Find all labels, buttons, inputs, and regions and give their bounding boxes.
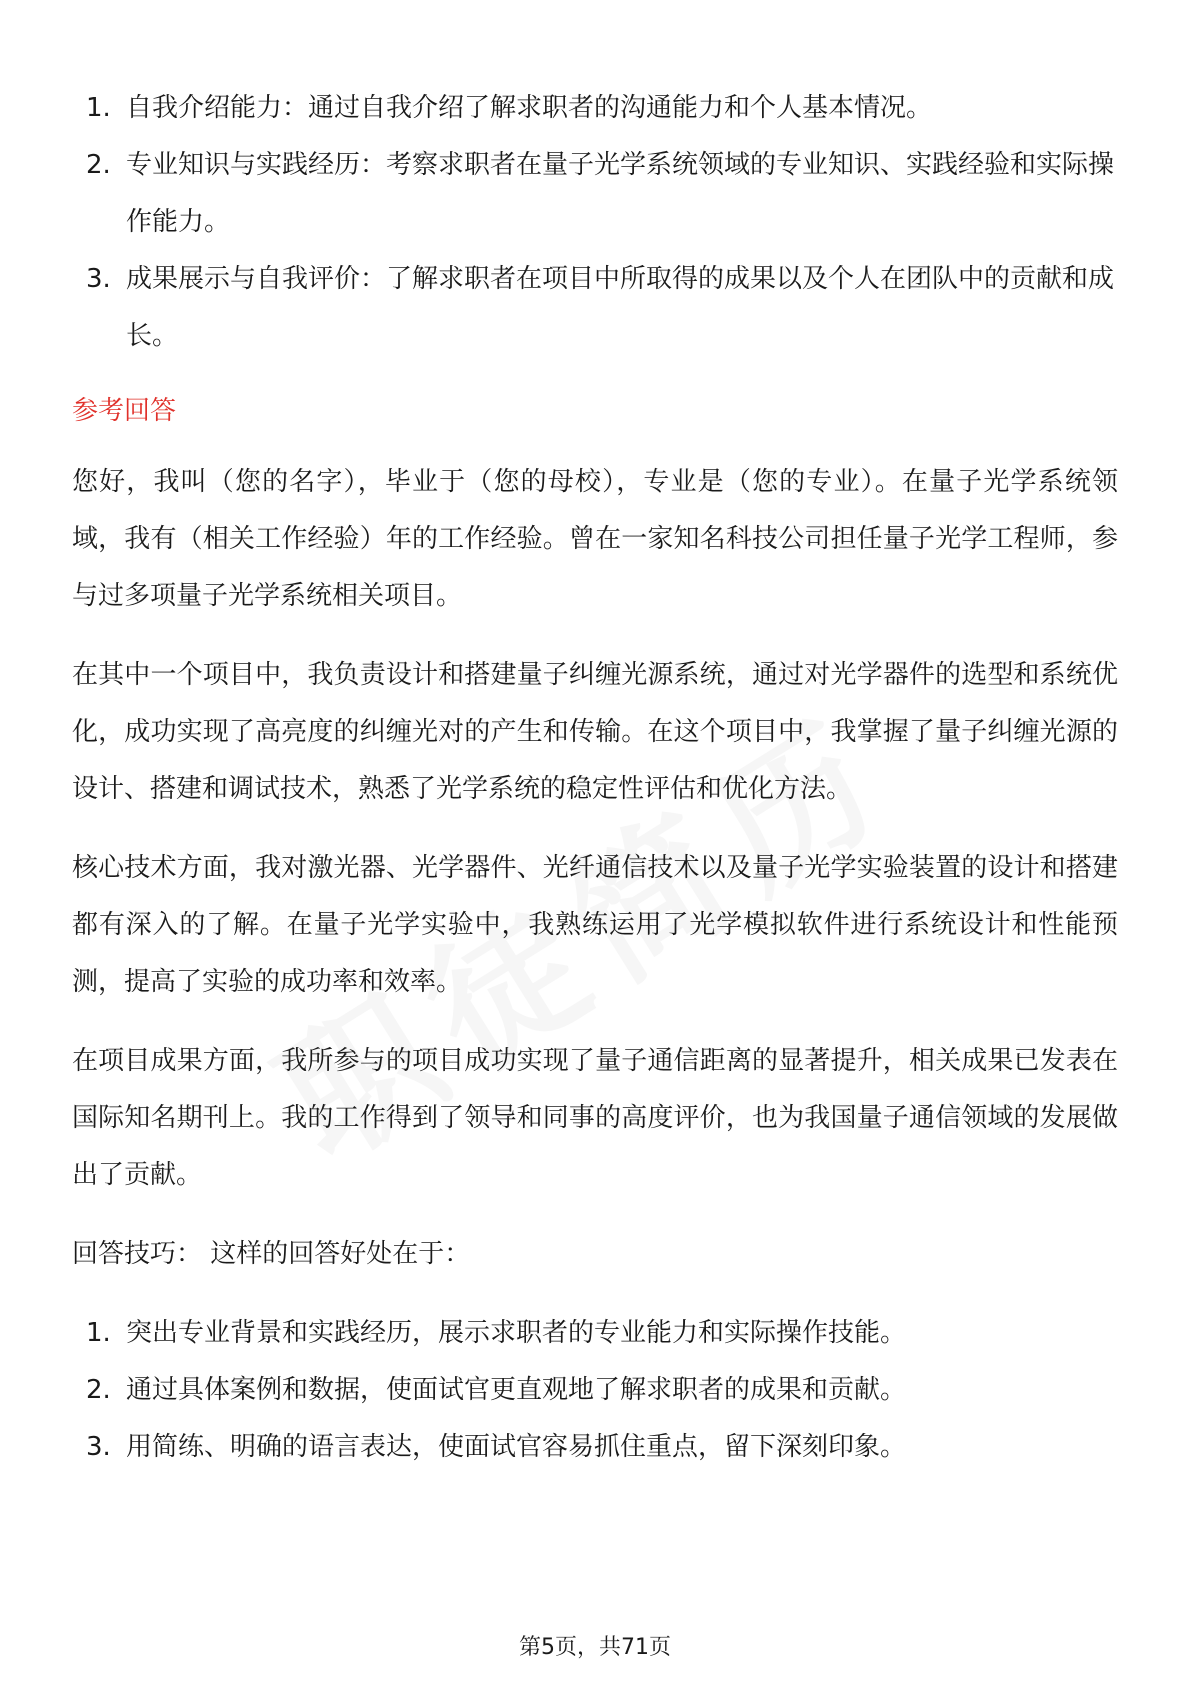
list-item-text: 专业知识与实践经历：考察求职者在量子光学系统领域的专业知识、实践经验和实际操作能力。 [126, 150, 1115, 237]
list-item-number: 3. [86, 1432, 111, 1462]
tips-list [72, 1305, 1118, 1476]
list-item-number: 1. [86, 1318, 111, 1348]
paragraph: 在项目成果方面，我所参与的项目成功实现了量子通信距离的显著提升，相关成果已发表在国际知名期刊上。我的工作得到了领导和同事的高度评价，也为我国量子通信领域的发展做出了贡献。 [72, 1046, 1118, 1190]
list-item [72, 137, 1118, 251]
list-item-number: 2. [86, 150, 111, 180]
list-item-text: 自我介绍能力：通过自我介绍了解求职者的沟通能力和个人基本情况。 [126, 93, 933, 123]
list-item [72, 1305, 1118, 1362]
list-item [72, 1419, 1118, 1476]
intro-list [72, 80, 1118, 365]
list-item [72, 251, 1118, 365]
list-item-text: 用简练、明确的语言表达，使面试官容易抓住重点，留下深刻印象。 [126, 1432, 907, 1462]
page-footer: 第5页，共71页 [519, 1635, 671, 1660]
paragraph: 核心技术方面，我对激光器、光学器件、光纤通信技术以及量子光学实验装置的设计和搭建都有深入的了解。在量子光学实验中，我熟练运用了光学模拟软件进行系统设计和性能预测，提高了实验的成功率和效率。 [72, 853, 1118, 997]
list-item-text: 通过具体案例和数据，使面试官更直观地了解求职者的成果和贡献。 [126, 1375, 907, 1405]
paragraph: 在其中一个项目中，我负责设计和搭建量子纠缠光源系统，通过对光学器件的选型和系统优化，成功实现了高亮度的纠缠光对的产生和传输。在这个项目中，我掌握了量子纠缠光源的设计、搭建和调试技术，熟悉了光学系统的稳定性评估和优化方法。 [72, 660, 1118, 804]
list-item-number: 1. [86, 93, 111, 123]
list-item [72, 1362, 1118, 1419]
answer-tips-heading: 回答技巧： 这样的回答好处在于： [72, 1239, 471, 1269]
list-item-number: 3. [86, 264, 111, 294]
list-item [72, 80, 1118, 137]
page-content [72, 80, 1118, 1476]
paragraph: 您好，我叫（您的名字），毕业于（您的母校），专业是（您的专业）。在量子光学系统领域，我有（相关工作经验）年的工作经验。曾在一家知名科技公司担任量子光学工程师，参与过多项量子光学系统相关项目。 [72, 467, 1118, 611]
list-item-text: 突出专业背景和实践经历，展示求职者的专业能力和实际操作技能。 [126, 1318, 907, 1348]
section-heading: 参考回答 [72, 396, 177, 426]
list-item-text: 成果展示与自我评价：了解求职者在项目中所取得的成果以及个人在团队中的贡献和成长。 [126, 264, 1115, 351]
list-item-number: 2. [86, 1375, 111, 1405]
